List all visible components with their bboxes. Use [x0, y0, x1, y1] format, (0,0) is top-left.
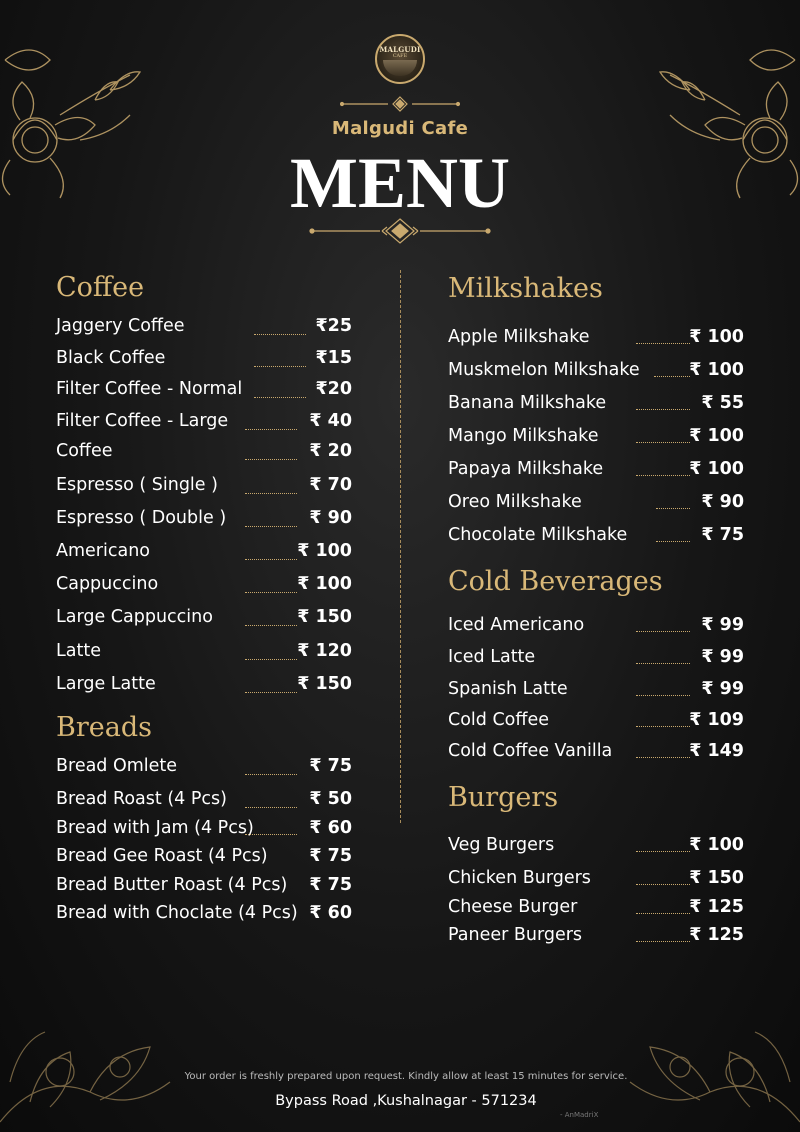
- menu-item-price: ₹ 70: [309, 475, 352, 495]
- menu-item-price: ₹ 150: [689, 868, 744, 888]
- menu-title: MENU: [290, 143, 510, 223]
- dot-leader: [245, 807, 297, 808]
- dot-leader: [636, 913, 690, 914]
- menu-item-price: ₹ 55: [701, 393, 744, 413]
- section-heading-cold-beverages: Cold Beverages: [448, 566, 663, 597]
- dot-leader: [636, 757, 690, 758]
- dot-leader: [636, 884, 690, 885]
- dot-leader: [636, 663, 690, 664]
- designer-credit: - AnMadriX: [560, 1111, 599, 1119]
- menu-item-price: ₹ 149: [689, 741, 744, 761]
- menu-item-name: Large Cappuccino: [56, 607, 213, 627]
- menu-item-name: Black Coffee: [56, 348, 166, 368]
- menu-item-name: Bread with Choclate (4 Pcs): [56, 903, 298, 923]
- menu-item-name: Veg Burgers: [448, 835, 555, 855]
- dot-leader: [654, 376, 690, 377]
- menu-item-price: ₹ 90: [701, 492, 744, 512]
- section-heading-breads: Breads: [56, 712, 152, 743]
- menu-item-price: ₹ 100: [689, 459, 744, 479]
- menu-item-name: Bread Omlete: [56, 756, 178, 776]
- dot-leader: [245, 559, 297, 560]
- menu-item-name: Bread with Jam (4 Pcs): [56, 818, 254, 838]
- dot-leader: [636, 695, 690, 696]
- menu-item-price: ₹ 90: [309, 508, 352, 528]
- menu-item-price: ₹ 50: [309, 789, 352, 809]
- logo-sub: CAFE: [392, 53, 408, 59]
- cafe-name: Malgudi Cafe: [331, 118, 469, 139]
- menu-item-price: ₹ 150: [297, 607, 352, 627]
- menu-item-price: ₹ 100: [689, 360, 744, 380]
- menu-item-name: Iced Latte: [448, 647, 536, 667]
- menu-item-name: Cold Coffee: [448, 710, 549, 730]
- menu-item-name: Filter Coffee - Large: [56, 411, 229, 431]
- menu-item-price: ₹ 99: [701, 647, 744, 667]
- menu-item-name: Americano: [56, 541, 150, 561]
- menu-item-price: ₹ 120: [297, 641, 352, 661]
- menu-item-price: ₹ 109: [689, 710, 744, 730]
- dot-leader: [636, 726, 690, 727]
- dot-leader: [245, 429, 297, 430]
- dot-leader: [245, 526, 297, 527]
- menu-item-price: ₹ 100: [297, 574, 352, 594]
- ornament-title-divider: [308, 218, 492, 244]
- menu-item-name: Large Latte: [56, 674, 156, 694]
- logo-scene: [383, 60, 417, 76]
- menu-item-name: Paneer Burgers: [448, 925, 583, 945]
- ornament-top-divider: [340, 96, 460, 112]
- section-heading-burgers: Burgers: [448, 782, 559, 813]
- menu-item-name: Apple Milkshake: [448, 327, 590, 347]
- menu-item-price: ₹ 75: [309, 756, 352, 776]
- menu-item-name: Filter Coffee - Normal: [56, 379, 243, 399]
- menu-item-price: ₹ 20: [309, 441, 352, 461]
- menu-item-price: ₹ 150: [297, 674, 352, 694]
- menu-item-price: ₹ 60: [309, 903, 352, 923]
- menu-item-name: Chocolate Milkshake: [448, 525, 628, 545]
- dot-leader: [245, 625, 297, 626]
- menu-item-name: Espresso ( Single ): [56, 475, 218, 495]
- menu-item-price: ₹ 99: [701, 615, 744, 635]
- dot-leader: [656, 508, 690, 509]
- dot-leader: [254, 366, 306, 367]
- menu-item-name: Cheese Burger: [448, 897, 578, 917]
- menu-item-name: Chicken Burgers: [448, 868, 591, 888]
- menu-item-price: ₹ 60: [309, 818, 352, 838]
- menu-item-price: ₹ 40: [309, 411, 352, 431]
- menu-item-price: ₹25: [315, 316, 352, 336]
- dot-leader: [254, 334, 306, 335]
- menu-item-price: ₹ 125: [689, 925, 744, 945]
- menu-item-name: Mango Milkshake: [448, 426, 599, 446]
- menu-item-name: Banana Milkshake: [448, 393, 607, 413]
- menu-item-price: ₹15: [315, 348, 352, 368]
- section-heading-coffee: Coffee: [56, 272, 145, 303]
- dot-leader: [245, 592, 297, 593]
- dot-leader: [245, 774, 297, 775]
- cafe-logo: [375, 34, 425, 84]
- menu-item-price: ₹ 75: [309, 875, 352, 895]
- dot-leader: [245, 834, 297, 835]
- menu-item-price: ₹ 100: [689, 835, 744, 855]
- menu-item-price: ₹ 100: [297, 541, 352, 561]
- menu-item-price: ₹ 99: [701, 679, 744, 699]
- dot-leader: [636, 442, 690, 443]
- menu-item-name: Bread Gee Roast (4 Pcs): [56, 846, 268, 866]
- footer-note: Your order is freshly prepared upon request. Kindly allow at least 15 minutes for service.: [184, 1071, 628, 1082]
- menu-item-name: Papaya Milkshake: [448, 459, 604, 479]
- menu-item-price: ₹ 100: [689, 327, 744, 347]
- dot-leader: [636, 475, 690, 476]
- dot-leader: [636, 851, 690, 852]
- menu-item-name: Cappuccino: [56, 574, 159, 594]
- menu-item-price: ₹ 100: [689, 426, 744, 446]
- menu-item-name: Espresso ( Double ): [56, 508, 227, 528]
- dot-leader: [245, 493, 297, 494]
- dot-leader: [245, 459, 297, 460]
- dot-leader: [636, 631, 690, 632]
- menu-item-price: ₹ 75: [309, 846, 352, 866]
- menu-item-name: Cold Coffee Vanilla: [448, 741, 613, 761]
- section-heading-milkshakes: Milkshakes: [448, 273, 603, 304]
- menu-item-name: Iced Americano: [448, 615, 585, 635]
- dot-leader: [636, 343, 690, 344]
- dot-leader: [636, 941, 690, 942]
- menu-item-name: Spanish Latte: [448, 679, 568, 699]
- logo-name: MALGUDI: [379, 45, 421, 54]
- menu-item-name: Jaggery Coffee: [56, 316, 185, 336]
- menu-item-name: Muskmelon Milkshake: [448, 360, 640, 380]
- footer-address: Bypass Road ,Kushalnagar - 571234: [275, 1093, 537, 1109]
- menu-item-name: Bread Butter Roast (4 Pcs): [56, 875, 288, 895]
- menu-item-price: ₹ 125: [689, 897, 744, 917]
- dot-leader: [656, 541, 690, 542]
- dot-leader: [636, 409, 690, 410]
- column-divider: [400, 270, 401, 823]
- dot-leader: [254, 397, 306, 398]
- menu-item-name: Latte: [56, 641, 101, 661]
- menu-item-name: Coffee: [56, 441, 113, 461]
- menu-item-name: Oreo Milkshake: [448, 492, 582, 512]
- menu-item-name: Bread Roast (4 Pcs): [56, 789, 227, 809]
- dot-leader: [245, 659, 297, 660]
- dot-leader: [245, 692, 297, 693]
- menu-item-price: ₹ 75: [701, 525, 744, 545]
- menu-item-price: ₹20: [315, 379, 352, 399]
